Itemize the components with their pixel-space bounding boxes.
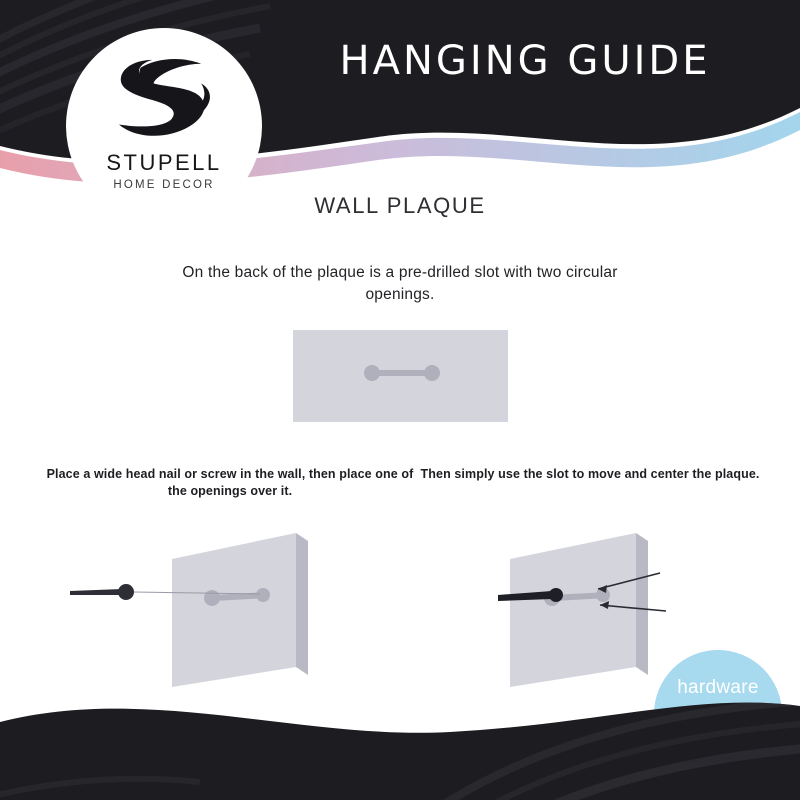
- step-3-text: Then simply use the slot to move and center the plaque.: [420, 467, 760, 481]
- bottom-banner-graphic: [0, 670, 800, 800]
- brand-name: STUPELL: [106, 150, 222, 175]
- badge-line-1: hardware: [677, 677, 759, 698]
- brand-tagline: HOME DECOR: [113, 179, 215, 191]
- step-2-illustration: [60, 515, 380, 695]
- step-2-text: Place a wide head nail or screw in the wall, then place one of the openings over it.: [46, 467, 414, 498]
- keyhole-slot-icon: [293, 330, 508, 422]
- bottom-banner: [0, 670, 800, 800]
- nail-and-plaque-icon: [60, 515, 380, 695]
- page-subtitle: WALL PLAQUE: [314, 193, 486, 218]
- step-1-text: On the back of the plaque is a pre-drilled slot with two circular openings.: [182, 264, 618, 303]
- page-title: HANGING GUIDE: [339, 38, 711, 84]
- stupell-swoosh-icon: [105, 54, 223, 146]
